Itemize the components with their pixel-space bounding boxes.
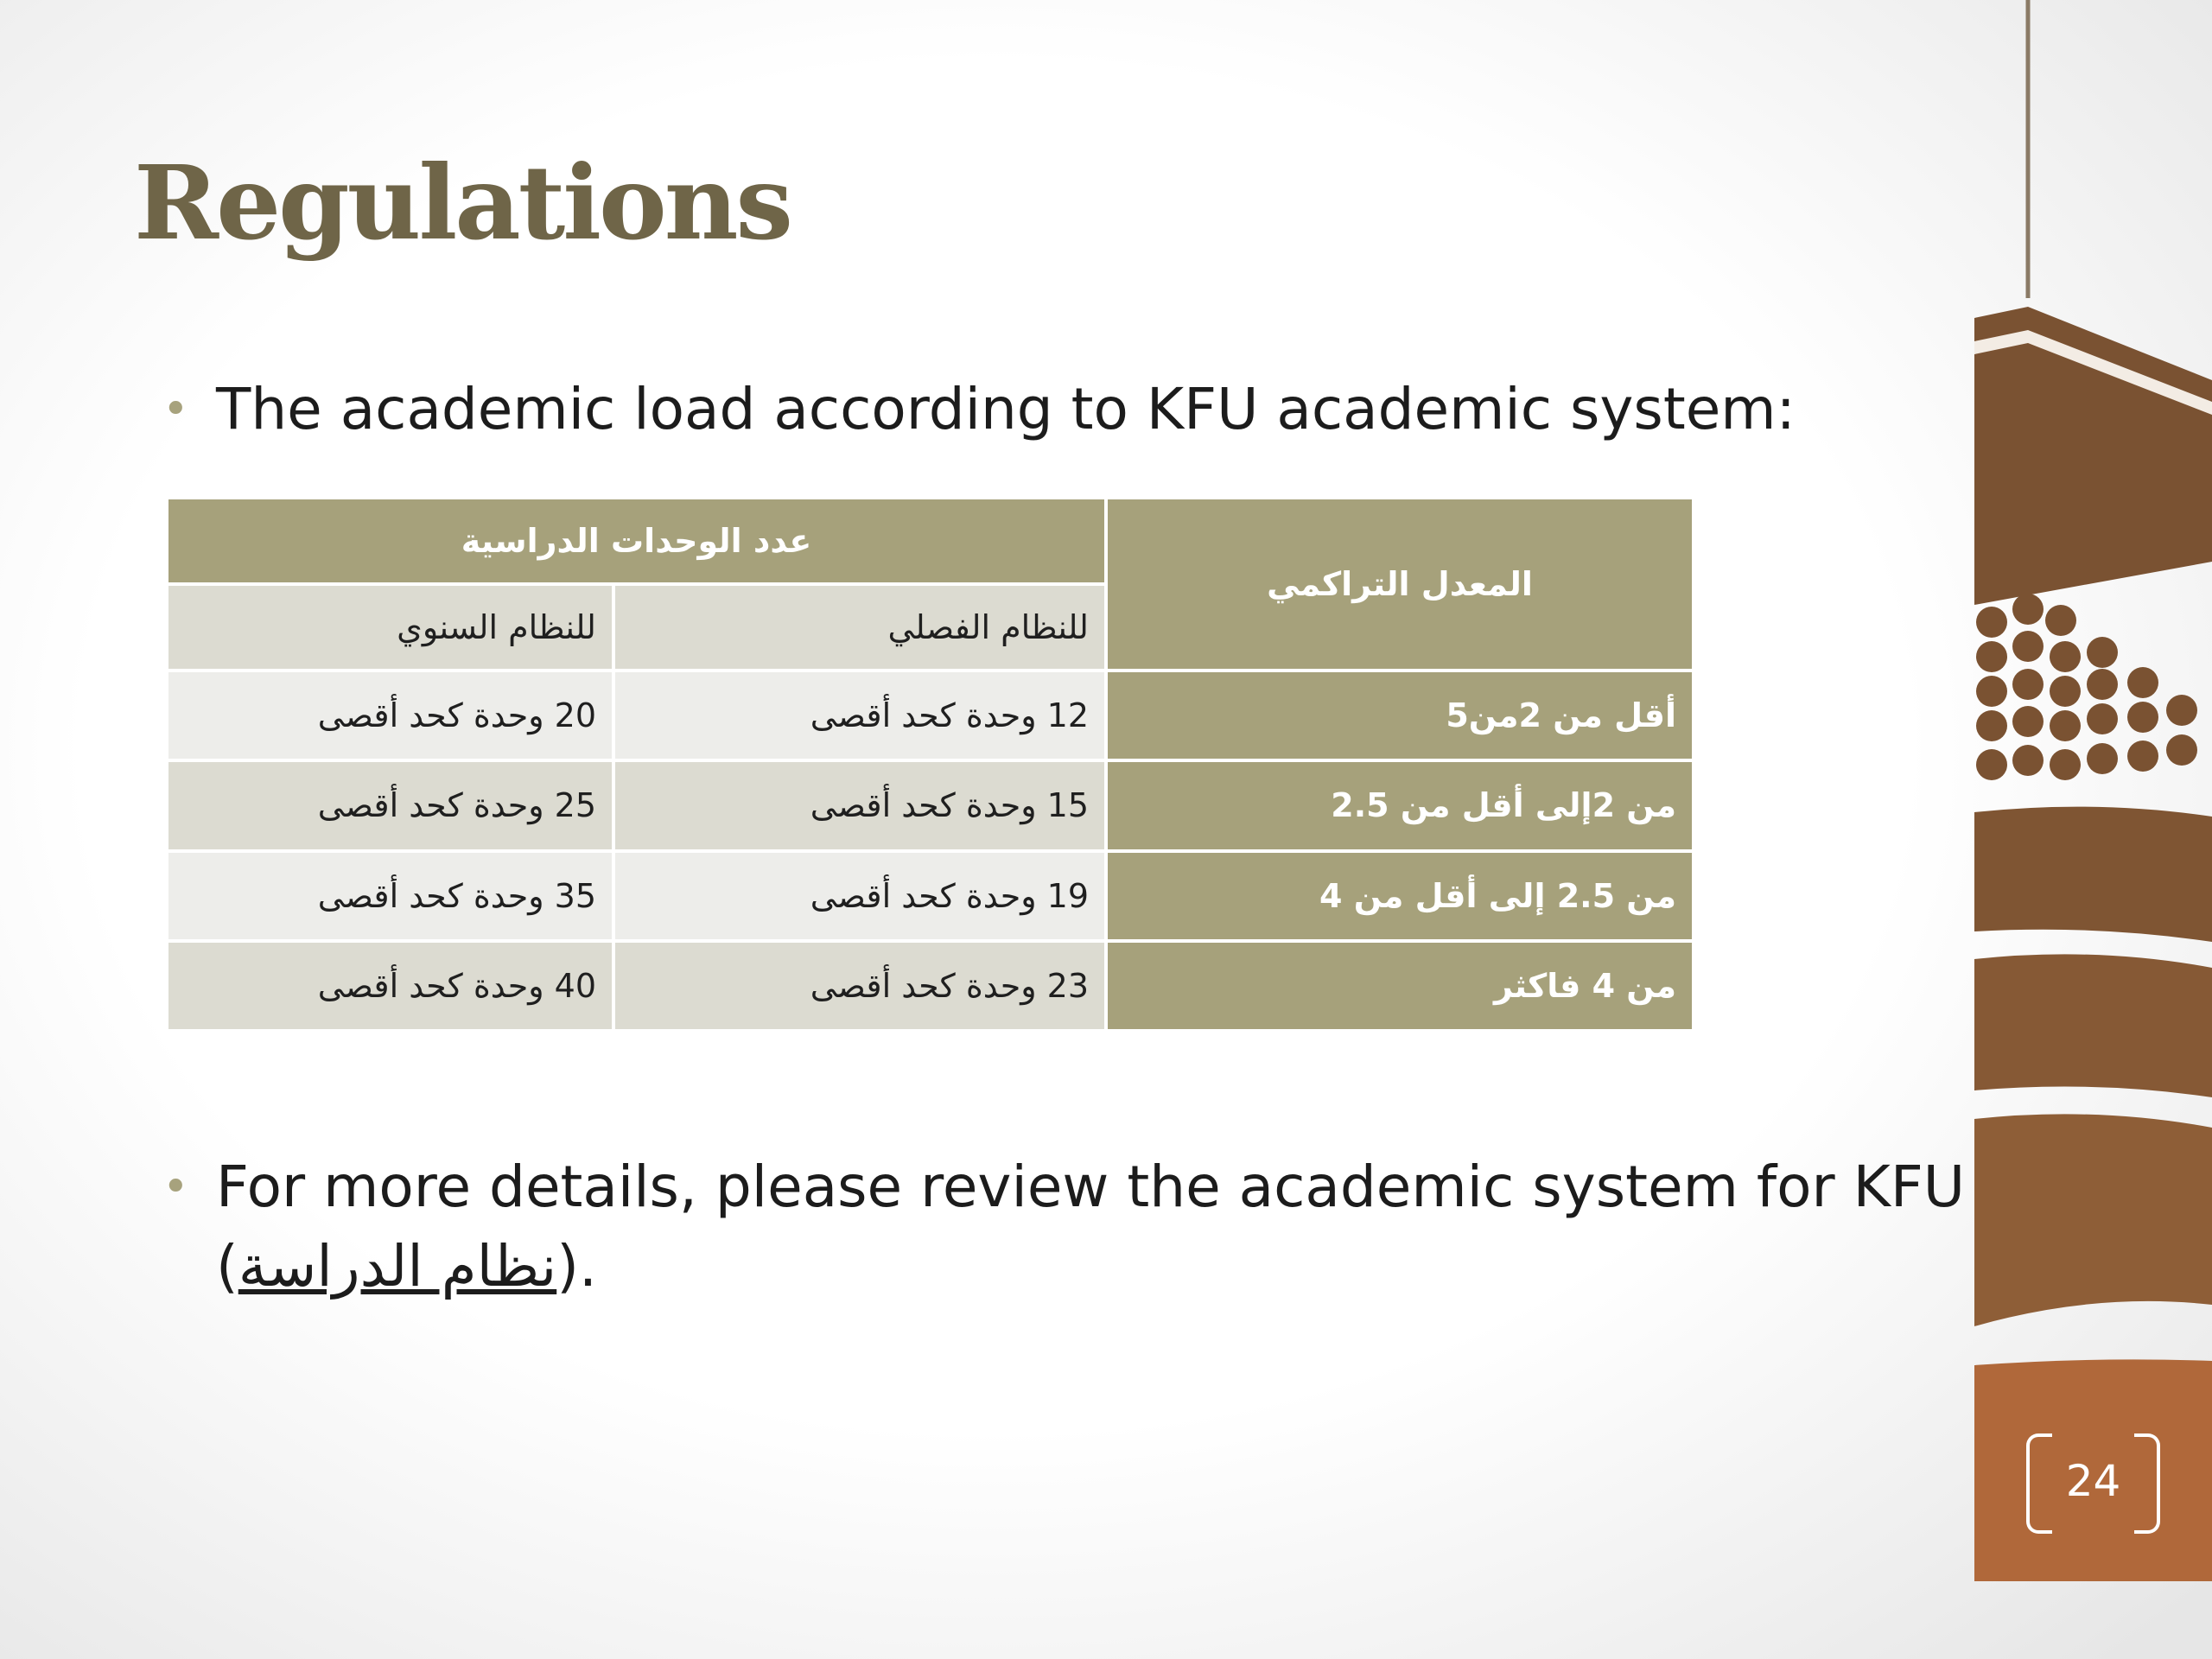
gpa-cell: من 2.5 إلى أقل من 4 [1108,853,1692,939]
header-gpa: المعدل التراكمي [1108,499,1692,669]
gpa-cell: أقل من 2من5 [1108,672,1692,759]
paren-open: ( [216,1233,238,1300]
table-row [168,672,1692,759]
bullet-dot-icon: • [162,1161,189,1213]
semester-cell: 15 وحدة كحد أقصى [615,762,1104,849]
semester-cell: 12 وحدة كحد أقصى [615,672,1104,759]
semester-cell: 23 وحدة كحد أقصى [615,943,1104,1029]
subheader-semester: للنظام الفصلي [615,586,1104,669]
annual-cell: 40 وحدة كحد أقصى [168,943,612,1029]
paren-close: ). [556,1233,597,1300]
bracket-right-icon [2134,1433,2160,1534]
academic-system-link[interactable]: نظام الدراسة [238,1233,557,1300]
bracket-left-icon [2026,1433,2052,1534]
bullet-more-details [162,1147,1966,1306]
gpa-cell: من 4 فاكثر [1108,943,1692,1029]
page-number-badge [2026,1430,2160,1532]
table-row [168,762,1692,849]
annual-cell: 35 وحدة كحد أقصى [168,853,612,939]
header-units: عدد الوحدات الدراسية [168,499,1104,582]
bullet-text: The academic load according to KFU academic system: [216,376,1796,442]
bullet-text: For more details, please review the academic system for KFU [216,1154,1966,1220]
page-number: 24 [2065,1456,2121,1506]
bullet-academic-load [162,370,1796,449]
semester-cell: 19 وحدة كحد أقصى [615,853,1104,939]
annual-cell: 20 وحدة كحد أقصى [168,672,612,759]
slide-title: Regulations [134,143,791,263]
table-row [168,943,1692,1029]
subheader-annual: للنظام السنوي [168,586,612,669]
table-row [168,853,1692,939]
gpa-cell: من 2إلى أقل من 2.5 [1108,762,1692,849]
academic-load-table [165,496,1695,1033]
annual-cell: 25 وحدة كحد أقصى [168,762,612,849]
decorative-building-graphic [1974,0,2212,1659]
bullet-dot-icon: • [162,384,189,435]
